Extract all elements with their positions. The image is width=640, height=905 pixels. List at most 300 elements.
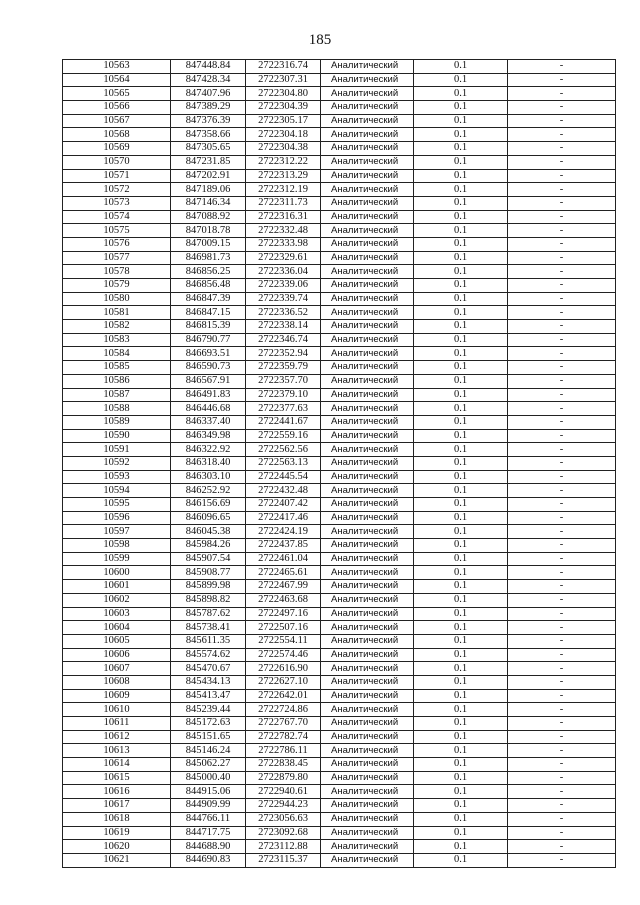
cell-method: Аналитический	[321, 114, 414, 128]
cell-point-number: 10605	[63, 634, 171, 648]
cell-point-number: 10577	[63, 251, 171, 265]
cell-point-number: 10612	[63, 730, 171, 744]
cell-note: -	[508, 196, 616, 210]
table-row	[63, 785, 616, 799]
cell-method: Аналитический	[321, 826, 414, 840]
cell-note: -	[508, 621, 616, 635]
table-row	[63, 333, 616, 347]
cell-point-number: 10567	[63, 114, 171, 128]
cell-x-coordinate: 845062.27	[171, 758, 246, 772]
table-row	[63, 580, 616, 594]
cell-method: Аналитический	[321, 580, 414, 594]
cell-accuracy: 0.1	[414, 853, 508, 867]
cell-x-coordinate: 847376.39	[171, 114, 246, 128]
cell-y-coordinate: 2723112.88	[246, 840, 321, 854]
table-row	[63, 183, 616, 197]
cell-accuracy: 0.1	[414, 415, 508, 429]
cell-point-number: 10610	[63, 703, 171, 717]
cell-y-coordinate: 2722417.46	[246, 511, 321, 525]
cell-accuracy: 0.1	[414, 566, 508, 580]
table-row	[63, 525, 616, 539]
cell-y-coordinate: 2722407.42	[246, 498, 321, 512]
cell-note: -	[508, 279, 616, 293]
cell-point-number: 10574	[63, 210, 171, 224]
table-row	[63, 552, 616, 566]
table-row	[63, 169, 616, 183]
cell-method: Аналитический	[321, 634, 414, 648]
cell-note: -	[508, 456, 616, 470]
cell-note: -	[508, 361, 616, 375]
cell-point-number: 10579	[63, 279, 171, 293]
cell-method: Аналитический	[321, 155, 414, 169]
cell-note: -	[508, 402, 616, 416]
table-row	[63, 744, 616, 758]
table-row	[63, 251, 616, 265]
cell-method: Аналитический	[321, 374, 414, 388]
cell-point-number: 10573	[63, 196, 171, 210]
cell-note: -	[508, 415, 616, 429]
cell-y-coordinate: 2723092.68	[246, 826, 321, 840]
cell-note: -	[508, 333, 616, 347]
cell-point-number: 10616	[63, 785, 171, 799]
cell-method: Аналитический	[321, 785, 414, 799]
table-row	[63, 374, 616, 388]
cell-note: -	[508, 306, 616, 320]
cell-x-coordinate: 845413.47	[171, 689, 246, 703]
table-row	[63, 155, 616, 169]
cell-note: -	[508, 470, 616, 484]
cell-y-coordinate: 2722316.31	[246, 210, 321, 224]
table-row	[63, 237, 616, 251]
cell-method: Аналитический	[321, 552, 414, 566]
cell-method: Аналитический	[321, 87, 414, 101]
cell-x-coordinate: 846981.73	[171, 251, 246, 265]
cell-method: Аналитический	[321, 456, 414, 470]
cell-accuracy: 0.1	[414, 703, 508, 717]
cell-x-coordinate: 846491.83	[171, 388, 246, 402]
cell-accuracy: 0.1	[414, 101, 508, 115]
cell-method: Аналитический	[321, 621, 414, 635]
cell-x-coordinate: 847389.29	[171, 101, 246, 115]
cell-x-coordinate: 846567.91	[171, 374, 246, 388]
cell-note: -	[508, 648, 616, 662]
cell-point-number: 10604	[63, 621, 171, 635]
cell-y-coordinate: 2722377.63	[246, 402, 321, 416]
cell-point-number: 10620	[63, 840, 171, 854]
cell-accuracy: 0.1	[414, 224, 508, 238]
cell-x-coordinate: 846337.40	[171, 415, 246, 429]
cell-note: -	[508, 73, 616, 87]
cell-y-coordinate: 2722767.70	[246, 717, 321, 731]
cell-note: -	[508, 128, 616, 142]
cell-note: -	[508, 484, 616, 498]
cell-y-coordinate: 2722944.23	[246, 799, 321, 813]
cell-y-coordinate: 2722461.04	[246, 552, 321, 566]
cell-x-coordinate: 846856.25	[171, 265, 246, 279]
cell-x-coordinate: 844688.90	[171, 840, 246, 854]
cell-accuracy: 0.1	[414, 265, 508, 279]
table-row	[63, 429, 616, 443]
cell-accuracy: 0.1	[414, 87, 508, 101]
cell-note: -	[508, 717, 616, 731]
cell-x-coordinate: 844717.75	[171, 826, 246, 840]
cell-x-coordinate: 847407.96	[171, 87, 246, 101]
table-row	[63, 853, 616, 867]
cell-x-coordinate: 845907.54	[171, 552, 246, 566]
cell-note: -	[508, 689, 616, 703]
cell-accuracy: 0.1	[414, 662, 508, 676]
table-row	[63, 279, 616, 293]
table-row	[63, 224, 616, 238]
cell-y-coordinate: 2722336.04	[246, 265, 321, 279]
cell-note: -	[508, 443, 616, 457]
cell-method: Аналитический	[321, 607, 414, 621]
cell-method: Аналитический	[321, 566, 414, 580]
cell-point-number: 10591	[63, 443, 171, 457]
cell-x-coordinate: 847189.06	[171, 183, 246, 197]
cell-point-number: 10589	[63, 415, 171, 429]
cell-point-number: 10565	[63, 87, 171, 101]
cell-y-coordinate: 2722311.73	[246, 196, 321, 210]
cell-note: -	[508, 634, 616, 648]
cell-accuracy: 0.1	[414, 306, 508, 320]
cell-point-number: 10596	[63, 511, 171, 525]
cell-x-coordinate: 845239.44	[171, 703, 246, 717]
cell-note: -	[508, 101, 616, 115]
cell-note: -	[508, 429, 616, 443]
cell-y-coordinate: 2722305.17	[246, 114, 321, 128]
cell-x-coordinate: 845434.13	[171, 675, 246, 689]
cell-accuracy: 0.1	[414, 333, 508, 347]
cell-x-coordinate: 844909.99	[171, 799, 246, 813]
cell-method: Аналитический	[321, 689, 414, 703]
cell-accuracy: 0.1	[414, 744, 508, 758]
cell-x-coordinate: 844690.83	[171, 853, 246, 867]
cell-x-coordinate: 844915.06	[171, 785, 246, 799]
cell-point-number: 10614	[63, 758, 171, 772]
cell-accuracy: 0.1	[414, 320, 508, 334]
cell-y-coordinate: 2722445.54	[246, 470, 321, 484]
cell-y-coordinate: 2722338.14	[246, 320, 321, 334]
cell-y-coordinate: 2722437.85	[246, 539, 321, 553]
cell-method: Аналитический	[321, 429, 414, 443]
cell-accuracy: 0.1	[414, 675, 508, 689]
cell-accuracy: 0.1	[414, 73, 508, 87]
cell-accuracy: 0.1	[414, 511, 508, 525]
cell-accuracy: 0.1	[414, 785, 508, 799]
cell-y-coordinate: 2722642.01	[246, 689, 321, 703]
cell-point-number: 10615	[63, 771, 171, 785]
cell-note: -	[508, 675, 616, 689]
cell-x-coordinate: 845738.41	[171, 621, 246, 635]
table-row	[63, 210, 616, 224]
cell-point-number: 10583	[63, 333, 171, 347]
cell-method: Аналитический	[321, 210, 414, 224]
cell-point-number: 10617	[63, 799, 171, 813]
cell-y-coordinate: 2722333.98	[246, 237, 321, 251]
cell-note: -	[508, 840, 616, 854]
cell-y-coordinate: 2722359.79	[246, 361, 321, 375]
cell-point-number: 10608	[63, 675, 171, 689]
cell-point-number: 10593	[63, 470, 171, 484]
cell-accuracy: 0.1	[414, 648, 508, 662]
cell-x-coordinate: 846045.38	[171, 525, 246, 539]
cell-x-coordinate: 847202.91	[171, 169, 246, 183]
cell-method: Аналитический	[321, 128, 414, 142]
cell-accuracy: 0.1	[414, 429, 508, 443]
cell-method: Аналитический	[321, 60, 414, 74]
cell-y-coordinate: 2722838.45	[246, 758, 321, 772]
cell-point-number: 10564	[63, 73, 171, 87]
coordinates-table-body	[63, 60, 616, 868]
cell-point-number: 10597	[63, 525, 171, 539]
cell-x-coordinate: 845574.62	[171, 648, 246, 662]
table-row	[63, 470, 616, 484]
cell-method: Аналитический	[321, 279, 414, 293]
cell-note: -	[508, 525, 616, 539]
cell-point-number: 10575	[63, 224, 171, 238]
cell-x-coordinate: 844766.11	[171, 812, 246, 826]
cell-y-coordinate: 2722304.39	[246, 101, 321, 115]
table-row	[63, 456, 616, 470]
cell-accuracy: 0.1	[414, 580, 508, 594]
cell-x-coordinate: 845984.26	[171, 539, 246, 553]
cell-point-number: 10603	[63, 607, 171, 621]
cell-x-coordinate: 845000.40	[171, 771, 246, 785]
cell-x-coordinate: 846096.65	[171, 511, 246, 525]
cell-point-number: 10576	[63, 237, 171, 251]
cell-y-coordinate: 2722352.94	[246, 347, 321, 361]
cell-point-number: 10581	[63, 306, 171, 320]
cell-x-coordinate: 846318.40	[171, 456, 246, 470]
cell-point-number: 10563	[63, 60, 171, 74]
cell-accuracy: 0.1	[414, 484, 508, 498]
cell-y-coordinate: 2722559.16	[246, 429, 321, 443]
coordinates-table	[62, 59, 616, 868]
table-row	[63, 128, 616, 142]
cell-method: Аналитический	[321, 758, 414, 772]
table-row	[63, 634, 616, 648]
cell-method: Аналитический	[321, 593, 414, 607]
cell-point-number: 10580	[63, 292, 171, 306]
cell-method: Аналитический	[321, 73, 414, 87]
cell-point-number: 10621	[63, 853, 171, 867]
cell-y-coordinate: 2722307.31	[246, 73, 321, 87]
cell-note: -	[508, 552, 616, 566]
cell-note: -	[508, 114, 616, 128]
cell-y-coordinate: 2722616.90	[246, 662, 321, 676]
cell-accuracy: 0.1	[414, 552, 508, 566]
cell-method: Аналитический	[321, 498, 414, 512]
page-number: 185	[308, 32, 332, 48]
table-row	[63, 840, 616, 854]
table-row	[63, 607, 616, 621]
cell-x-coordinate: 847088.92	[171, 210, 246, 224]
cell-x-coordinate: 847448.84	[171, 60, 246, 74]
table-row	[63, 265, 616, 279]
table-row	[63, 771, 616, 785]
cell-accuracy: 0.1	[414, 840, 508, 854]
cell-y-coordinate: 2722563.13	[246, 456, 321, 470]
table-row	[63, 758, 616, 772]
cell-note: -	[508, 580, 616, 594]
cell-y-coordinate: 2722346.74	[246, 333, 321, 347]
cell-method: Аналитический	[321, 251, 414, 265]
cell-method: Аналитический	[321, 224, 414, 238]
cell-note: -	[508, 388, 616, 402]
table-row	[63, 114, 616, 128]
cell-point-number: 10569	[63, 142, 171, 156]
cell-y-coordinate: 2722786.11	[246, 744, 321, 758]
cell-method: Аналитический	[321, 142, 414, 156]
cell-x-coordinate: 846156.69	[171, 498, 246, 512]
cell-y-coordinate: 2722940.61	[246, 785, 321, 799]
cell-note: -	[508, 155, 616, 169]
cell-y-coordinate: 2722463.68	[246, 593, 321, 607]
cell-y-coordinate: 2722441.67	[246, 415, 321, 429]
cell-accuracy: 0.1	[414, 539, 508, 553]
cell-x-coordinate: 845151.65	[171, 730, 246, 744]
cell-method: Аналитический	[321, 539, 414, 553]
cell-method: Аналитический	[321, 443, 414, 457]
cell-x-coordinate: 845898.82	[171, 593, 246, 607]
table-row	[63, 60, 616, 74]
table-row	[63, 361, 616, 375]
cell-y-coordinate: 2722304.18	[246, 128, 321, 142]
table-row	[63, 511, 616, 525]
cell-y-coordinate: 2722782.74	[246, 730, 321, 744]
cell-accuracy: 0.1	[414, 402, 508, 416]
cell-x-coordinate: 846693.51	[171, 347, 246, 361]
cell-note: -	[508, 799, 616, 813]
cell-y-coordinate: 2722332.48	[246, 224, 321, 238]
cell-y-coordinate: 2722497.16	[246, 607, 321, 621]
cell-x-coordinate: 847009.15	[171, 237, 246, 251]
cell-method: Аналитический	[321, 183, 414, 197]
cell-point-number: 10618	[63, 812, 171, 826]
table-row	[63, 539, 616, 553]
cell-y-coordinate: 2722379.10	[246, 388, 321, 402]
cell-method: Аналитический	[321, 237, 414, 251]
cell-point-number: 10590	[63, 429, 171, 443]
cell-y-coordinate: 2723056.63	[246, 812, 321, 826]
cell-note: -	[508, 169, 616, 183]
cell-method: Аналитический	[321, 415, 414, 429]
cell-note: -	[508, 292, 616, 306]
cell-accuracy: 0.1	[414, 593, 508, 607]
cell-note: -	[508, 607, 616, 621]
cell-method: Аналитический	[321, 703, 414, 717]
cell-method: Аналитический	[321, 265, 414, 279]
cell-x-coordinate: 847428.34	[171, 73, 246, 87]
table-row	[63, 415, 616, 429]
cell-point-number: 10594	[63, 484, 171, 498]
cell-y-coordinate: 2722467.99	[246, 580, 321, 594]
cell-point-number: 10599	[63, 552, 171, 566]
cell-method: Аналитический	[321, 662, 414, 676]
table-row	[63, 498, 616, 512]
cell-method: Аналитический	[321, 799, 414, 813]
cell-method: Аналитический	[321, 470, 414, 484]
cell-note: -	[508, 210, 616, 224]
table-row	[63, 73, 616, 87]
cell-point-number: 10584	[63, 347, 171, 361]
table-row	[63, 306, 616, 320]
table-row	[63, 402, 616, 416]
cell-y-coordinate: 2722507.16	[246, 621, 321, 635]
cell-note: -	[508, 320, 616, 334]
cell-x-coordinate: 846847.15	[171, 306, 246, 320]
cell-method: Аналитический	[321, 853, 414, 867]
cell-point-number: 10578	[63, 265, 171, 279]
cell-method: Аналитический	[321, 717, 414, 731]
cell-accuracy: 0.1	[414, 525, 508, 539]
cell-note: -	[508, 826, 616, 840]
cell-point-number: 10568	[63, 128, 171, 142]
cell-method: Аналитический	[321, 333, 414, 347]
cell-accuracy: 0.1	[414, 155, 508, 169]
cell-accuracy: 0.1	[414, 388, 508, 402]
table-row	[63, 196, 616, 210]
cell-accuracy: 0.1	[414, 607, 508, 621]
cell-y-coordinate: 2722554.11	[246, 634, 321, 648]
cell-method: Аналитический	[321, 812, 414, 826]
cell-point-number: 10609	[63, 689, 171, 703]
cell-accuracy: 0.1	[414, 128, 508, 142]
cell-accuracy: 0.1	[414, 717, 508, 731]
cell-y-coordinate: 2722339.74	[246, 292, 321, 306]
cell-accuracy: 0.1	[414, 470, 508, 484]
cell-method: Аналитический	[321, 675, 414, 689]
table-row	[63, 566, 616, 580]
cell-y-coordinate: 2722336.52	[246, 306, 321, 320]
cell-note: -	[508, 730, 616, 744]
cell-note: -	[508, 785, 616, 799]
cell-point-number: 10606	[63, 648, 171, 662]
cell-method: Аналитический	[321, 388, 414, 402]
cell-point-number: 10607	[63, 662, 171, 676]
cell-note: -	[508, 566, 616, 580]
cell-y-coordinate: 2722562.56	[246, 443, 321, 457]
cell-x-coordinate: 847358.66	[171, 128, 246, 142]
cell-accuracy: 0.1	[414, 498, 508, 512]
cell-method: Аналитический	[321, 744, 414, 758]
cell-x-coordinate: 845611.35	[171, 634, 246, 648]
cell-point-number: 10587	[63, 388, 171, 402]
table-row	[63, 730, 616, 744]
cell-accuracy: 0.1	[414, 771, 508, 785]
cell-note: -	[508, 744, 616, 758]
cell-note: -	[508, 662, 616, 676]
cell-point-number: 10570	[63, 155, 171, 169]
cell-note: -	[508, 87, 616, 101]
cell-point-number: 10595	[63, 498, 171, 512]
cell-point-number: 10585	[63, 361, 171, 375]
table-row	[63, 142, 616, 156]
cell-note: -	[508, 511, 616, 525]
cell-method: Аналитический	[321, 484, 414, 498]
cell-y-coordinate: 2722304.80	[246, 87, 321, 101]
cell-x-coordinate: 847305.65	[171, 142, 246, 156]
cell-accuracy: 0.1	[414, 799, 508, 813]
table-row	[63, 799, 616, 813]
cell-note: -	[508, 237, 616, 251]
cell-x-coordinate: 846815.39	[171, 320, 246, 334]
table-row	[63, 689, 616, 703]
table-row	[63, 826, 616, 840]
cell-accuracy: 0.1	[414, 210, 508, 224]
cell-note: -	[508, 703, 616, 717]
